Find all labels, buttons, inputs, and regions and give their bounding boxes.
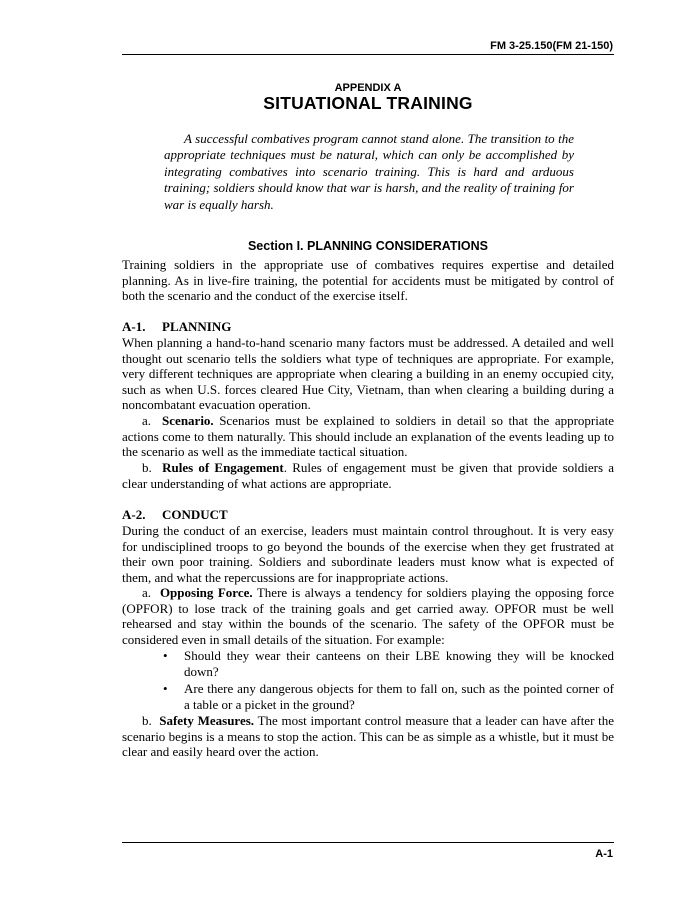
subparagraph-term: Scenario. bbox=[162, 413, 214, 428]
section-intro-paragraph: Training soldiers in the appropriate use of combatives requires expertise and detailed planning. As in live-fire training, the potential for accidents must be mitigated by control of both the scenario and the conduct of the exercise itself. bbox=[122, 257, 614, 304]
paragraph-heading-a2 bbox=[122, 507, 614, 523]
subparagraph-letter: b. bbox=[142, 460, 152, 475]
subparagraph-term: Opposing Force. bbox=[159, 585, 253, 600]
paragraph-number: A-1. bbox=[122, 319, 146, 334]
subparagraph-text: . Rules of engagement must be given that provide soldiers a clear understanding of what actions are appropriate. bbox=[122, 460, 615, 491]
paragraph-title: PLANNING bbox=[162, 319, 232, 334]
page-number: A-1 bbox=[595, 848, 613, 860]
appendix-label: APPENDIX A bbox=[334, 82, 402, 94]
bullet-icon: • bbox=[163, 681, 168, 697]
section-heading: Section I. PLANNING CONSIDERATIONS bbox=[247, 239, 489, 253]
safety-bullet-list bbox=[160, 648, 614, 712]
subparagraph-term: Safety Measures. bbox=[159, 713, 255, 728]
header-rule bbox=[122, 54, 614, 55]
bullet-icon: • bbox=[163, 648, 168, 663]
list-item: • Are there any dangerous objects for them to fall on, such as the pointed corner of a table or a picket in the ground? bbox=[163, 681, 614, 712]
safety-measures-subparagraph bbox=[122, 713, 614, 760]
paragraph-heading-a1 bbox=[122, 319, 614, 335]
scenario-subparagraph bbox=[122, 413, 614, 460]
subparagraph-letter: b. bbox=[142, 713, 152, 728]
subparagraph-text: The most important control measure that a leader can have after the scenario begins is a means to stop the action. This can be as simple as a whistle, but it must be clear and easily heard over the action. bbox=[122, 713, 615, 760]
subparagraph-term: Rules of Engagement bbox=[162, 460, 284, 475]
intro-paragraph: A successful combatives program cannot stand alone. The transition to the appropriate techniques must be natural, which can only be accomplished by integrating combatives into scenario training. This is hard and arduous training; soldiers should know that war is harsh, and the reality of training for war is equally harsh. bbox=[164, 131, 574, 212]
footer-rule bbox=[122, 842, 614, 843]
planning-paragraph: When planning a hand-to-hand scenario many factors must be addressed. A detailed and well thought out scenario tells the soldiers what type of techniques are appropriate. For example, very different techniques are appropriate when clearing a building in an enemy occupied city, such as when U.S. forces cleared Hue City, Vietnam, than when clearing a building during a noncombatant evacuation operation. bbox=[122, 335, 614, 413]
opposing-force-subparagraph bbox=[122, 585, 614, 647]
rules-of-engagement-subparagraph bbox=[122, 460, 614, 491]
list-item: • Should they wear their canteens on their LBE knowing they will be knocked down? bbox=[163, 648, 614, 679]
paragraph-title: CONDUCT bbox=[162, 507, 228, 522]
subparagraph-text: Scenarios must be explained to soldiers in detail so that the appropriate actions come to them naturally. This should include an explanation of the events leading up to the scenario as well as the immediate tactical situation. bbox=[122, 413, 615, 460]
appendix-title: SITUATIONAL TRAINING bbox=[263, 93, 473, 113]
subparagraph-letter: a. bbox=[142, 585, 152, 600]
paragraph-number: A-2. bbox=[122, 507, 146, 522]
subparagraph-letter: a. bbox=[142, 413, 152, 428]
document-id: FM 3-25.150(FM 21-150) bbox=[490, 40, 613, 52]
subparagraph-text: There is always a tendency for soldiers playing the opposing force (OPFOR) to lose track of the training goals and get carried away. OPFOR must be well rehearsed and stay within the bounds of the scenario. The safety of the OPFOR must be considered even in small details of the situation. For example: bbox=[122, 585, 614, 647]
conduct-paragraph: During the conduct of an exercise, leaders must maintain control throughout. It is very easy for undisciplined troops to go beyond the bounds of the exercise when they get frustrated at their own poor training. Soldiers and subordinate leaders must know what is expected of them, and what the repercussions are for inappropriate actions. bbox=[122, 523, 614, 585]
